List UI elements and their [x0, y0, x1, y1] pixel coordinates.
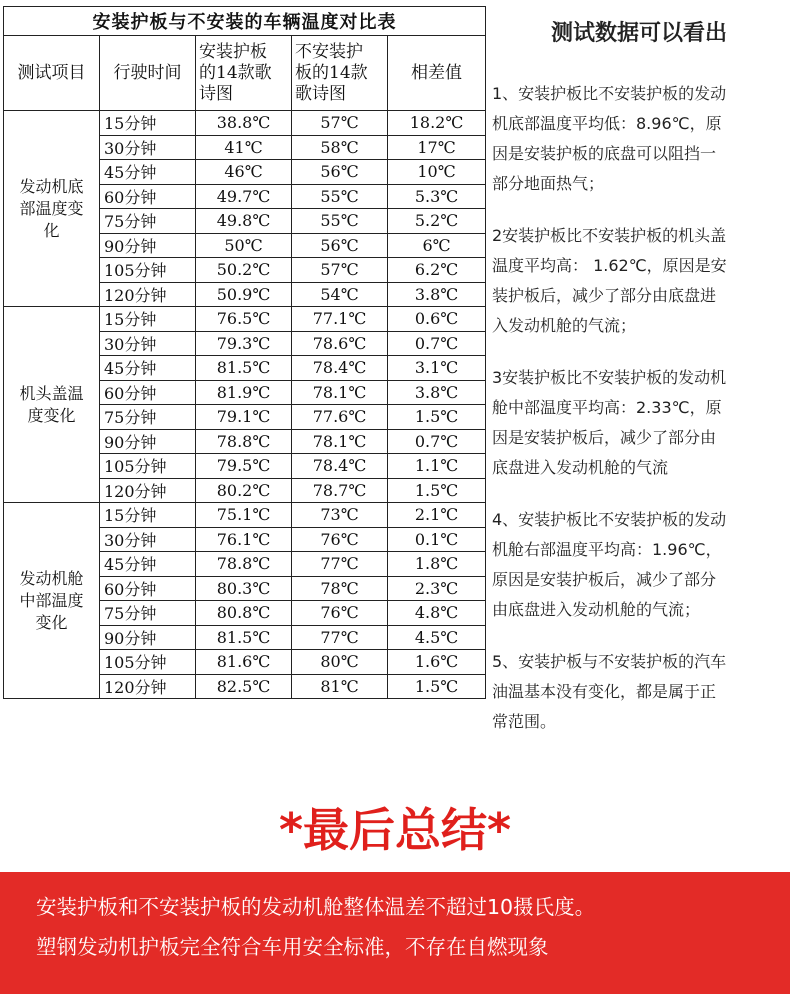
cell-with-plate: 81.5℃	[196, 356, 292, 381]
cell-without-plate: 58℃	[292, 135, 388, 160]
cell-with-plate: 79.3℃	[196, 331, 292, 356]
cell-with-plate: 82.5℃	[196, 674, 292, 699]
cell-difference: 1.5℃	[388, 674, 486, 699]
finding-line: 装护板后，减少了部分由底盘进	[492, 286, 717, 305]
cell-time: 60分钟	[100, 184, 196, 209]
cell-difference: 3.8℃	[388, 380, 486, 405]
cell-time: 120分钟	[100, 478, 196, 503]
cell-with-plate: 81.5℃	[196, 625, 292, 650]
cell-without-plate: 76℃	[292, 601, 388, 626]
group-label-line: 化	[43, 220, 60, 240]
finding-line: 因是安装护板的底盘可以阻挡一	[492, 144, 717, 163]
cell-with-plate: 76.5℃	[196, 307, 292, 332]
cell-time: 30分钟	[100, 527, 196, 552]
group-label-line: 部温度变	[19, 198, 84, 218]
cell-without-plate: 80℃	[292, 650, 388, 675]
cell-without-plate: 55℃	[292, 184, 388, 209]
cell-time: 75分钟	[100, 209, 196, 234]
cell-difference: 1.6℃	[388, 650, 486, 675]
cell-with-plate: 41℃	[196, 135, 292, 160]
finding-item	[492, 79, 786, 199]
finding-item	[492, 221, 786, 341]
finding-line: 1、安装护板比不安装护板的发动	[492, 84, 727, 103]
cell-without-plate: 55℃	[292, 209, 388, 234]
group-label-line: 中部温度	[19, 590, 84, 610]
cell-with-plate: 38.8℃	[196, 111, 292, 136]
cell-with-plate: 80.8℃	[196, 601, 292, 626]
cell-time: 45分钟	[100, 552, 196, 577]
group-label-line: 机头盖温	[19, 383, 84, 403]
cell-without-plate: 77℃	[292, 552, 388, 577]
finding-item	[492, 363, 786, 483]
cell-time: 120分钟	[100, 674, 196, 699]
table-title: 安装护板与不安装的车辆温度对比表	[4, 7, 486, 36]
finding-line: 原因是安装护板后，减少了部分	[492, 570, 717, 589]
finding-item	[492, 505, 786, 625]
cell-difference: 2.3℃	[388, 576, 486, 601]
cell-difference: 4.5℃	[388, 625, 486, 650]
cell-without-plate: 78.4℃	[292, 356, 388, 381]
cell-without-plate: 57℃	[292, 258, 388, 283]
cell-with-plate: 49.8℃	[196, 209, 292, 234]
cell-time: 15分钟	[100, 111, 196, 136]
header-with-plate-line: 的14款歌	[199, 62, 272, 83]
cell-time: 90分钟	[100, 625, 196, 650]
cell-time: 90分钟	[100, 233, 196, 258]
cell-with-plate: 50.9℃	[196, 282, 292, 307]
group-label-line: 发动机舱	[19, 568, 84, 588]
cell-difference: 1.1℃	[388, 454, 486, 479]
findings-list	[492, 79, 786, 737]
cell-without-plate: 56℃	[292, 160, 388, 185]
cell-difference: 1.5℃	[388, 478, 486, 503]
cell-with-plate: 78.8℃	[196, 429, 292, 454]
cell-time: 45分钟	[100, 160, 196, 185]
header-drive-time: 行驶时间	[100, 36, 196, 111]
header-without-plate-line: 歌诗图	[295, 83, 346, 104]
cell-with-plate: 75.1℃	[196, 503, 292, 528]
cell-difference: 0.7℃	[388, 331, 486, 356]
finding-line: 5、安装护板与不安装护板的汽车	[492, 652, 727, 671]
finding-line: 油温基本没有变化，都是属于正	[492, 682, 717, 701]
cell-without-plate: 77.1℃	[292, 307, 388, 332]
cell-time: 60分钟	[100, 576, 196, 601]
cell-without-plate: 54℃	[292, 282, 388, 307]
cell-time: 75分钟	[100, 601, 196, 626]
comparison-table	[3, 6, 486, 699]
cell-time: 120分钟	[100, 282, 196, 307]
cell-with-plate: 80.2℃	[196, 478, 292, 503]
cell-difference: 4.8℃	[388, 601, 486, 626]
cell-without-plate: 78℃	[292, 576, 388, 601]
cell-without-plate: 81℃	[292, 674, 388, 699]
group-label-line: 变化	[35, 612, 68, 632]
cell-without-plate: 78.4℃	[292, 454, 388, 479]
cell-difference: 0.6℃	[388, 307, 486, 332]
cell-difference: 3.1℃	[388, 356, 486, 381]
cell-with-plate: 78.8℃	[196, 552, 292, 577]
cell-difference: 0.7℃	[388, 429, 486, 454]
cell-with-plate: 81.9℃	[196, 380, 292, 405]
cell-without-plate: 78.7℃	[292, 478, 388, 503]
table-row	[4, 503, 486, 528]
cell-difference: 18.2℃	[388, 111, 486, 136]
cell-time: 30分钟	[100, 135, 196, 160]
cell-with-plate: 76.1℃	[196, 527, 292, 552]
header-with-plate	[196, 36, 292, 111]
cell-without-plate: 77℃	[292, 625, 388, 650]
cell-with-plate: 79.5℃	[196, 454, 292, 479]
finding-line: 由底盘进入发动机舱的气流；	[492, 600, 701, 619]
cell-time: 15分钟	[100, 503, 196, 528]
cell-with-plate: 80.3℃	[196, 576, 292, 601]
group-label	[4, 503, 100, 699]
cell-time: 60分钟	[100, 380, 196, 405]
table-row	[4, 307, 486, 332]
cell-with-plate: 50.2℃	[196, 258, 292, 283]
cell-with-plate: 79.1℃	[196, 405, 292, 430]
finding-line: 部分地面热气；	[492, 174, 605, 193]
cell-time: 15分钟	[100, 307, 196, 332]
cell-with-plate: 49.7℃	[196, 184, 292, 209]
cell-with-plate: 50℃	[196, 233, 292, 258]
header-with-plate-line: 安装护板	[199, 41, 267, 62]
cell-without-plate: 78.1℃	[292, 380, 388, 405]
cell-difference: 10℃	[388, 160, 486, 185]
cell-difference: 2.1℃	[388, 503, 486, 528]
cell-difference: 6.2℃	[388, 258, 486, 283]
cell-without-plate: 76℃	[292, 527, 388, 552]
findings-heading: 测试数据可以看出	[550, 21, 727, 46]
cell-without-plate: 73℃	[292, 503, 388, 528]
cell-difference: 17℃	[388, 135, 486, 160]
header-with-plate-line: 诗图	[199, 83, 233, 104]
finding-line: 机底部温度平均低：8.96℃，原	[492, 114, 722, 133]
cell-with-plate: 46℃	[196, 160, 292, 185]
cell-difference: 3.8℃	[388, 282, 486, 307]
cell-time: 105分钟	[100, 454, 196, 479]
group-label-line: 发动机底	[19, 176, 84, 196]
cell-difference: 5.2℃	[388, 209, 486, 234]
finding-line: 常范围。	[492, 712, 557, 731]
group-label	[4, 111, 100, 307]
comparison-table-container	[3, 6, 485, 699]
table-row	[4, 111, 486, 136]
cell-difference: 1.5℃	[388, 405, 486, 430]
header-without-plate-line: 不安装护	[295, 41, 363, 62]
finding-line: 2安装护板比不安装护板的机头盖	[492, 226, 727, 245]
finding-line: 因是安装护板后，减少了部分由	[492, 428, 717, 447]
cell-without-plate: 77.6℃	[292, 405, 388, 430]
finding-line: 3安装护板比不安装护板的发动机	[492, 368, 727, 387]
cell-time: 75分钟	[100, 405, 196, 430]
cell-without-plate: 56℃	[292, 233, 388, 258]
cell-time: 90分钟	[100, 429, 196, 454]
finding-line: 底盘进入发动机舱的气流	[492, 458, 669, 477]
group-label	[4, 307, 100, 503]
finding-line: 4、安装护板比不安装护板的发动	[492, 510, 727, 529]
finding-item	[492, 647, 786, 737]
finding-line: 机舱右部温度平均高：1.96℃，	[492, 540, 722, 559]
cell-time: 30分钟	[100, 331, 196, 356]
summary-line: 塑钢发动机护板完全符合车用安全标准，不存在自燃现象	[36, 935, 549, 959]
cell-difference: 5.3℃	[388, 184, 486, 209]
finding-line: 入发动机舱的气流；	[492, 316, 637, 335]
summary-banner	[0, 872, 790, 994]
cell-time: 105分钟	[100, 258, 196, 283]
cell-without-plate: 57℃	[292, 111, 388, 136]
header-without-plate	[292, 36, 388, 111]
cell-time: 105分钟	[100, 650, 196, 675]
header-test-item: 测试项目	[4, 36, 100, 111]
finding-line: 舱中部温度平均高：2.33℃，原	[492, 398, 722, 417]
summary-title: *最后总结*	[278, 803, 512, 857]
group-label-line: 度变化	[27, 405, 76, 425]
cell-difference: 1.8℃	[388, 552, 486, 577]
cell-without-plate: 78.1℃	[292, 429, 388, 454]
cell-difference: 6℃	[388, 233, 486, 258]
cell-without-plate: 78.6℃	[292, 331, 388, 356]
cell-time: 45分钟	[100, 356, 196, 381]
finding-line: 温度平均高： 1.62℃，原因是安	[492, 256, 727, 275]
summary-line: 安装护板和不安装护板的发动机舱整体温差不超过10摄氏度。	[36, 895, 596, 919]
header-difference: 相差值	[388, 36, 486, 111]
header-without-plate-line: 板的14款	[295, 62, 368, 83]
findings-panel	[492, 16, 786, 759]
cell-difference: 0.1℃	[388, 527, 486, 552]
cell-with-plate: 81.6℃	[196, 650, 292, 675]
